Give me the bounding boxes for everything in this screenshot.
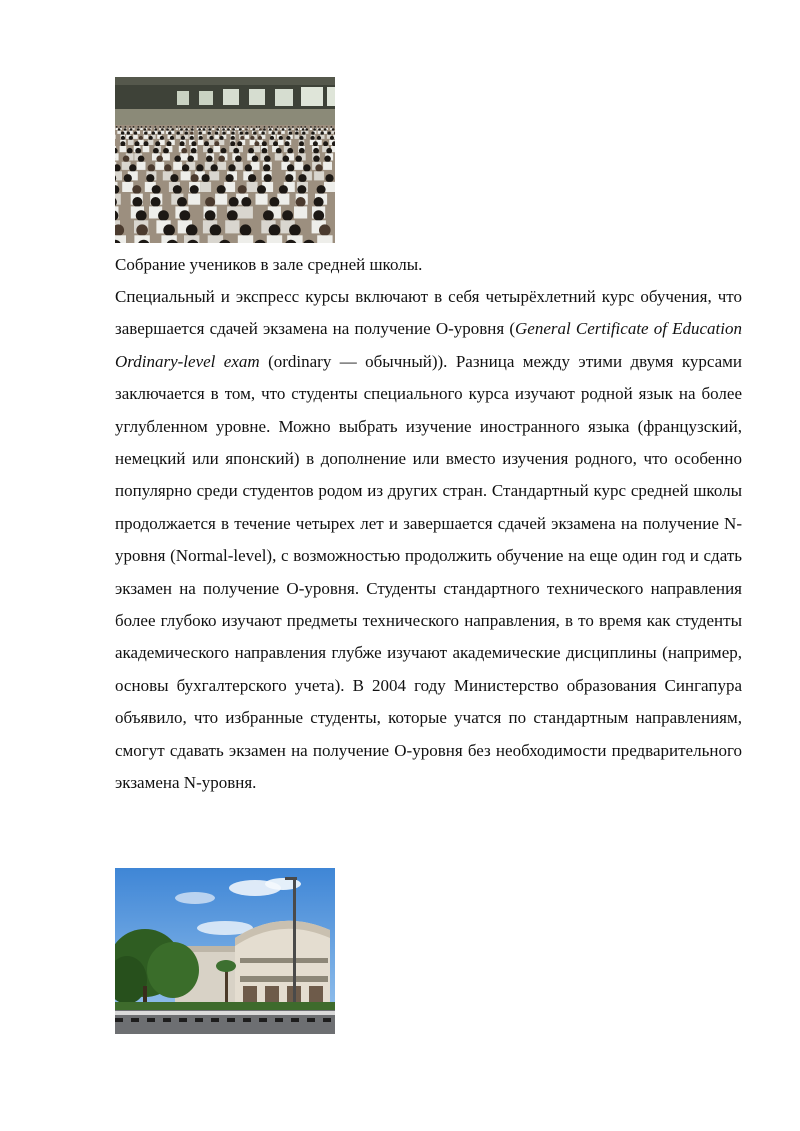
body-paragraph: [115, 281, 742, 800]
school-building-photo: [115, 868, 335, 1034]
paragraph-text-2: (ordinary — обычный)). Разница между этими двумя курсами заключается в том, что студенты специального курса изучают родной язык на более углубленном уровне. Можно выбрать изучение иностранного языка (французский, немецкий или японский) в дополнение или вместо изучения родного, что особенно популярно среди студентов родом из других стран. Стандартный курс средней школы продолжается в течение четырех лет и завершается сдачей экзамена на получение N-уровня (Normal-level), с возможностью продолжить обучение на еще один год и сдать экзамен на получение О-уровня. Студенты стандартного технического направления более глубоко изучают предметы технического направления, в то время как студенты академического направления глубже изучают академические дисциплины (например, основы бухгалтерского учета). В 2004 году Министерство образования Сингапура объявило, что избранные студенты, которые учатся по стандартным направлениям, смогут сдавать экзамен на получение О-уровня без необходимости предварительного экзамена N-уровня.: [115, 351, 742, 793]
paragraph-text-1: Специальный и экспресс курсы включают в себя четырёхлетний курс обучения, что завершается сдачей экзамена на получение О-уровня (: [115, 287, 742, 339]
paragraph-italic-term: General Certificate of Education Ordinary-level exam: [115, 319, 742, 371]
assembly-hall-photo: [115, 77, 335, 243]
figure-caption: Собрание учеников в зале средней школы.: [115, 255, 423, 274]
